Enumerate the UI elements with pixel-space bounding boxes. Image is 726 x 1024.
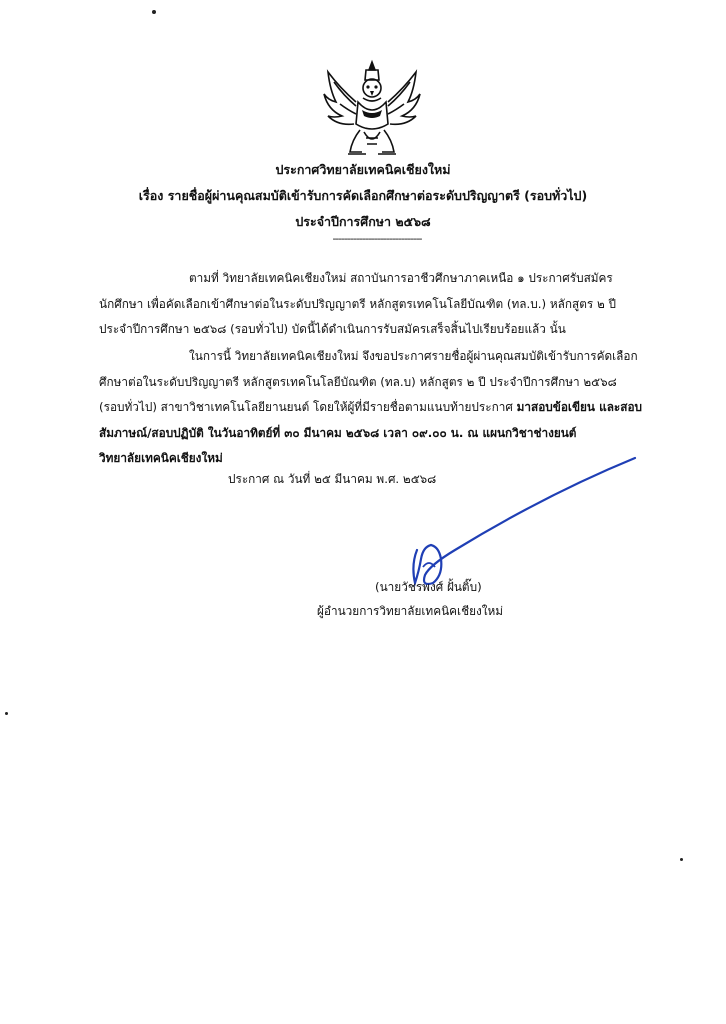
paragraph-2-line (99, 395, 647, 421)
scan-speck (152, 10, 156, 14)
paragraph-2-text: (รอบทั่วไป) สาขาวิชาเทคโนโลยียานยนต์ โดยให้ผู้ที่มีรายชื่อตามแนบท้ายประกาศ (99, 400, 517, 414)
exam-notice-bold: สัมภาษณ์/สอบปฏิบัติ ในวันอาทิตย์ที่ ๓๐ มีนาคม ๒๕๖๘ เวลา ๐๙.๐๐ น. ณ แผนกวิชาช่างยนต์ (99, 425, 577, 440)
announcement-date: ประกาศ ณ วันที่ ๒๕ มีนาคม พ.ศ. ๒๕๖๘ (228, 472, 437, 486)
handwritten-signature (395, 455, 645, 595)
paragraph-1 (99, 266, 647, 343)
paragraph-1-line: ประจำปีการศึกษา ๒๕๖๘ (รอบทั่วไป) บัดนี้ได้ดำเนินการรับสมัครเสร็จสิ้นไปเรียบร้อยแล้ว นั้น (99, 322, 566, 336)
paragraph-2-line: ศึกษาต่อในระดับปริญญาตรี หลักสูตรเทคโนโลยีบัณฑิต (ทล.บ) หลักสูตร ๒ ปี ประจำปีการศึกษา ๒๕๖๘ (99, 374, 617, 389)
scan-speck (680, 858, 683, 861)
header-separator: ------------------------------ (332, 232, 422, 245)
scan-speck (5, 712, 8, 715)
paragraph-1-line: ตามที่ วิทยาลัยเทคนิคเชียงใหม่ สถาบันการอาชีวศึกษาภาคเหนือ ๑ ประกาศรับสมัคร (189, 271, 613, 285)
paragraph-1-line: นักศึกษา เพื่อคัดเลือกเข้าศึกษาต่อในระดับปริญญาตรี หลักสูตรเทคโนโลยีบัณฑิต (ทล.บ.) หลักสูตร ๒ ปี (99, 296, 616, 311)
signer-position: ผู้อำนวยการวิทยาลัยเทคนิคเชียงใหม่ (317, 604, 504, 618)
paragraph-2-line: ในการนี้ วิทยาลัยเทคนิคเชียงใหม่ จึงขอประกาศรายชื่อผู้ผ่านคุณสมบัติเข้ารับการคัดเลือก (189, 349, 638, 363)
exam-notice-bold: มาสอบข้อเขียน และสอบ (516, 400, 643, 414)
exam-location-bold: วิทยาลัยเทคนิคเชียงใหม่ (99, 451, 223, 465)
announcement-title: ประกาศวิทยาลัยเทคนิคเชียงใหม่ (275, 162, 451, 177)
paragraph-2 (99, 344, 647, 472)
announcement-subject: เรื่อง รายชื่อผู้ผ่านคุณสมบัติเข้ารับการคัดเลือกศึกษาต่อระดับปริญญาตรี (รอบทั่วไป) (138, 188, 588, 203)
garuda-emblem-icon (322, 58, 422, 160)
signer-name: (นายวัชรพงศ์ ฝั้นติ๊บ) (375, 580, 482, 594)
academic-year: ประจำปีการศึกษา ๒๕๖๘ (295, 214, 431, 229)
